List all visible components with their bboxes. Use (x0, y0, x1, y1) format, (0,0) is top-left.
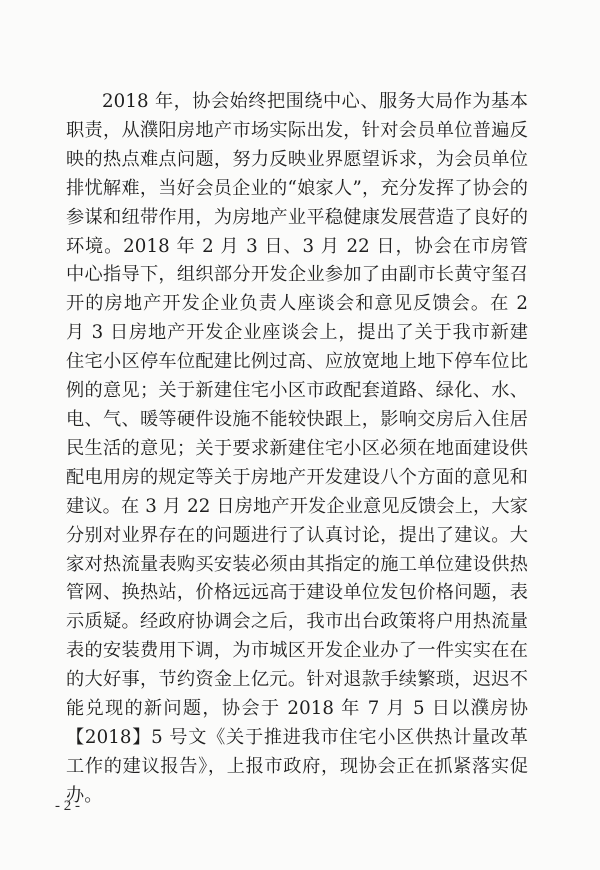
body-paragraph: 2018 年，协会始终把围绕中心、服务大局作为基本职责，从濮阳房地产市场实际出发，针对会员单位普遍反映的热点难点问题，努力反映业界愿望诉求，为会员单位排忧解难，当好会员企业的“娘家人”，充分发挥了协会的参谋和纽带作用，为房地产业平稳健康发展营造了良好的环境。2018 年 2 月 3 日、3 月 22 日，协会在市房管中心指导下，组织部分开发企业参加了由副市长黄守玺召开的房地产开发企业负责人座谈会和意见反馈会。在 2 月 3 日房地产开发企业座谈会上，提出了关于我市新建住宅小区停车位配建比例过高、应放宽地上地下停车位比例的意见；关于新建住宅小区市政配套道路、绿化、水、电、气、暖等硬件设施不能较快跟上，影响交房后入住居民生活的意见；关于要求新建住宅小区必须在地面建设供配电用房的规定等关于房地产开发建设八个方面的意见和建议。在 3 月 22 日房地产开发企业意见反馈会上，大家分别对业界存在的问题进行了认真讨论，提出了建议。大家对热流量表购买安装必须由其指定的施工单位建设供热管网、换热站，价格远远高于建设单位发包价格问题，表示质疑。经政府协调会之后，我市出台政策将户用热流量表的安装费用下调，为市城区开发企业办了一件实实在在的大好事，节约资金上亿元。针对退款手续繁琐，迟迟不能兑现的新问题，协会于 2018 年 7 月 5 日以濮房协【2018】5 号文《关于推进我市住宅小区供热计量改革工作的建议报告》，上报市政府，现协会正在抓紧落实促办。 (66, 91, 528, 806)
page-number: - 2 - (55, 798, 80, 814)
